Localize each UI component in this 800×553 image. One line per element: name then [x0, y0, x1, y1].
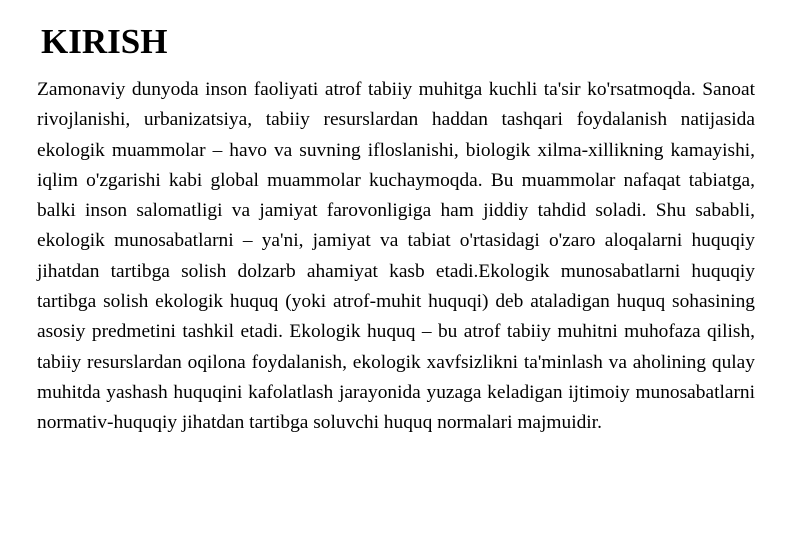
body-paragraph: Zamonaviy dunyoda inson faoliyati atrof tabiiy muhitga kuchli ta'sir ko'rsatmoqda. Sanoat rivojlanishi, urbanizatsiya, tabiiy resurslardan haddan tashqari foydalanish natijasida ekologik muammolar – havo va suvning ifloslanishi, biologik xilma-xillikning kamayishi, iqlim o'zgarishi kabi global muammolar kuchaymoqda. Bu muammolar nafaqat tabiatga, balki inson salomatligi va jamiyat farovonligiga ham jiddiy tahdid soladi. Shu sababli, ekologik munosabatlarni – ya'ni, jamiyat va tabiat o'rtasidagi o'zaro aloqalarni huquqiy jihatdan tartibga solish dolzarb ahamiyat kasb etadi.Ekologik munosabatlarni huquqiy tartibga solish ekologik huquq (yoki atrof-muhit huquqi) deb ataladigan huquq sohasining asosiy predmetini tashkil etadi. Ekologik huquq – bu atrof tabiiy muhitni muhofaza qilish, tabiiy resurslardan oqilona foydalanish, ekologik xavfsizlikni ta'minlash va aholining qulay muhitda yashash huquqini kafolatlash jarayonida yuzaga keladigan ijtimoiy munosabatlarni normativ-huquqiy jihatdan tartibga soluvchi huquq normalari majmuidir. — [37, 79, 755, 434]
section-heading: KIRISH — [41, 22, 168, 61]
